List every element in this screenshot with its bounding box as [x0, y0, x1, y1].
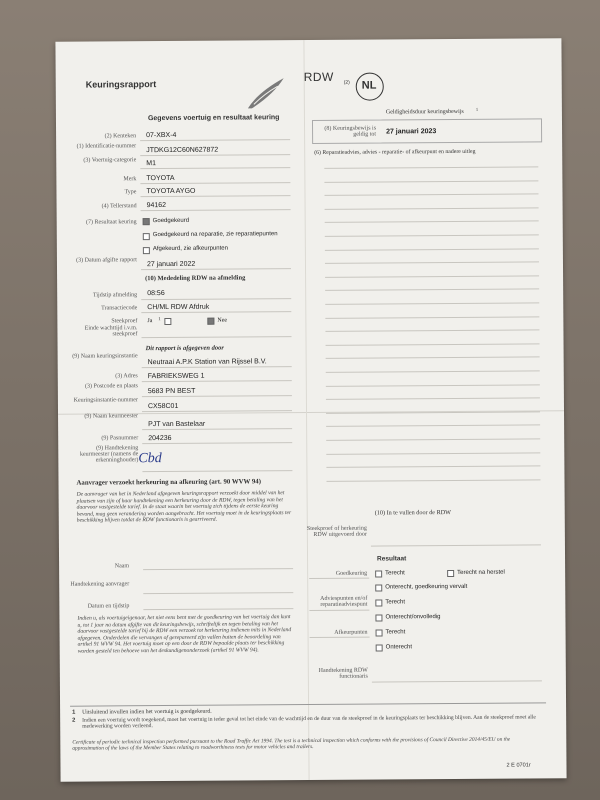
validity-heading: Geldigheidsduur keuringsbewijs — [385, 108, 464, 116]
reparatie-line — [326, 384, 540, 386]
keurmeester-label: (9) Naam keurmeester — [84, 413, 139, 420]
afkeur-onterecht: Onterecht — [385, 644, 413, 651]
tellerstand-value: 94162 — [146, 202, 167, 210]
herkeuring-paragraph: Indien u, als voertuigeigenaar, het niet eens bent met de goedkeuring van het voertuig dan kunt u, tot 1 jaar na datum afgifte van dit keuringsbewijs, schriftelijk en tegen betaling van het daarvoor vastgestelde tarief bij de RDW een verzoek tot herkeuring indienen mits in Nederland afgegeven. Onderdelen die vervangen of gerepareerd zijn vallen buiten de beoordeling van artikel 91 WVW 94. Het voertuig moet op een door de RDW bepaalde plaats ter beschikking worden gesteld ten behoeve van het deskundigenonderzoek (artikel 91 WVW 94). — [77, 614, 292, 655]
section-title: Gegevens voertuig en resultaat keuring — [147, 114, 280, 123]
datum-label: (3) Datum afgifte rapport — [76, 257, 137, 264]
afkeur-onterecht-checkbox[interactable] — [376, 645, 383, 652]
adres-label: (3) Adres — [115, 373, 138, 380]
afkeur-terecht-checkbox[interactable] — [376, 630, 383, 637]
reparatie-line — [325, 275, 539, 277]
goedkeuring-terecht: Terecht — [385, 570, 405, 577]
reparatie-line — [324, 180, 538, 182]
reparatie-line — [326, 479, 540, 481]
postcode-label: (3) Postcode en plaats — [84, 383, 138, 390]
transactie-value: CH/ML RDW Afdruk — [147, 303, 210, 312]
goedkeuring-terecht-checkbox[interactable] — [375, 571, 382, 578]
rdw-handtekening-label: Handtekening RDW functionaris — [318, 667, 368, 680]
reparatie-line — [325, 248, 539, 250]
rdw-steekproef-label: Steekproef of herkeuring RDW uitgevoerd door — [306, 525, 367, 538]
certificate-text: Certificate of periodic technical inspection performed pursuant to the Road Traffic Act 1994. The test is a technical inspection which conforms with the provisions of Council Directive 2014/45/EU on the approximation of the laws of the Member States relating to roadworthiness tests for motor vehicles and trailers. — [72, 736, 511, 753]
inspection-report-document — [55, 38, 566, 782]
rdw-afkeurpunten-label: Afkeurpunten — [334, 629, 368, 636]
melding-title: (10) Mededeling RDW na afmelding — [145, 274, 246, 283]
keurmeester-value: PJT van Bastelaar — [148, 420, 206, 429]
goedgekeurd-checkbox[interactable] — [143, 218, 150, 225]
reparatie-line — [325, 289, 539, 291]
steekproef-label: Steekproef — [111, 318, 138, 325]
kenteken-label: (2) Kenteken — [104, 133, 137, 140]
advies-onterecht-checkbox[interactable] — [375, 615, 382, 622]
reparatie-line — [326, 438, 540, 440]
aanvrager-paragraph: De aanvrager van het in Nederland afgegeven keuringsrapport verzoekt door middel van het plaatsen van zijn of haar handtekening een herkeuring door de RDW, tegen betaling van het daarvoor vastgestelde tarief. In de staat waarin het voertuig zich tijdens de eerste keuring bevond, mag geen verandering worden aangebracht. Het voertuig moet in de keuringsplaats ter beschikking blijven totdat de RDW functionaris is gearriveerd. — [76, 490, 292, 525]
reparatie-line — [325, 330, 539, 332]
tellerstand-label: (4) Tellerstand — [101, 203, 137, 210]
steekproef-nee: Nee — [217, 317, 228, 324]
goedgekeurd-option: Goedgekeurd — [152, 217, 190, 225]
reparatie-line — [325, 302, 539, 304]
merk-label: Merk — [123, 176, 137, 183]
steekproef-nee-checkbox[interactable] — [207, 318, 214, 325]
rdw-resultaat-heading: Resultaat — [377, 555, 407, 563]
keuringsinstantie-label: (9) Naam keuringsinstantie — [72, 353, 138, 360]
instantienummer-label: Keuringsinstantie-nummer — [73, 397, 138, 404]
keuringsbewijs-label: (8) Keuringsbewijs is geldig tot — [324, 125, 377, 138]
type-label: Type — [124, 189, 137, 196]
nl-country-badge: NL — [356, 72, 384, 100]
aanvrager-title: Aanvrager verzoekt herkeuring na afkeuring (art. 90 WVW 94) — [76, 478, 261, 487]
categorie-label: (3) Voertuig-categorie — [83, 157, 137, 164]
document-title: Keuringsrapport — [85, 79, 157, 90]
reparatie-line — [324, 166, 538, 168]
footnote-1-number: 1 — [72, 709, 76, 716]
postcode-value: 5683 PN BEST — [147, 387, 196, 396]
instantienummer-value: CX58C01 — [147, 402, 179, 411]
afgegeven-title: Dit rapport is afgegeven door — [145, 344, 224, 353]
rdw-wordmark: RDW — [303, 69, 334, 85]
goedgekeurd-na-reparatie-checkbox[interactable] — [143, 233, 150, 240]
rdw-advies-label: Adviespunten en/of reparatieadviespunt — [320, 595, 368, 608]
rdw-goedkeuring-label: Goedkeuring — [335, 570, 368, 577]
einde-wachttijd-label: Einde wachttijd i.v.m. steekproef — [84, 325, 138, 338]
steekproef-ja-checkbox[interactable] — [164, 318, 171, 325]
reparatie-line — [325, 234, 539, 236]
reparatie-line — [326, 343, 540, 345]
keurmeester-signature: Cbd — [138, 451, 162, 467]
merk-value: TOYOTA — [146, 174, 175, 183]
tijdstip-value: 08:56 — [147, 290, 165, 298]
pasnummer-label: (9) Pasnummer — [101, 435, 139, 442]
keuringsinstantie-value: Neutraai A.P.K Station van Rijssel B.V. — [147, 358, 267, 367]
categorie-value: M1 — [146, 160, 157, 168]
footnote-2-number: 2 — [72, 717, 76, 724]
reparatie-line — [326, 452, 540, 454]
reparatie-line — [325, 207, 539, 209]
validity-superscript: 1 — [475, 106, 479, 112]
afkeur-terecht: Terecht — [385, 629, 406, 636]
goedkeuring-terecht-herstel: Terecht na herstel — [457, 569, 505, 576]
reparatie-line — [326, 411, 540, 413]
form-code: 2 E 0701r — [506, 762, 531, 769]
identificatie-label: (1) Identificatie-nummer — [76, 143, 137, 150]
datum-tijdstip-label: Datum en tijdstip — [87, 603, 130, 610]
reparatie-line — [325, 262, 539, 264]
rdw-superscript: (2) — [343, 79, 350, 86]
keuringsbewijs-value: 27 januari 2023 — [386, 128, 437, 136]
kenteken-value: 07-XBX-4 — [146, 131, 177, 140]
afgekeurd-option: Afgekeurd, zie afkeurpunten — [152, 245, 228, 253]
advies-terecht: Terecht — [385, 599, 406, 606]
reparatie-line — [326, 398, 540, 400]
goedgekeurd-na-reparatie-option: Goedgekeurd na reparatie, zie reparatiepunten — [152, 231, 278, 239]
steekproef-ja: Ja — [147, 318, 153, 325]
rdw-invullen-label: (10) In te vullen door de RDW — [374, 509, 452, 517]
transactie-label: Transactiecode — [101, 305, 138, 312]
reparatie-line — [324, 194, 538, 196]
goedkeuring-onterecht-checkbox[interactable] — [375, 585, 382, 592]
identificatie-value: JTDKG12C60N627872 — [146, 146, 219, 155]
resultaat-label: (7) Resultaat keuring — [86, 219, 137, 226]
reparaties-lines — [55, 38, 561, 42]
reparatie-line — [325, 316, 539, 318]
steekproef-ja-superscript: 1 — [158, 316, 161, 322]
goedkeuring-onterecht-vervalt: Onterecht, goedkeuring vervalt — [385, 583, 468, 591]
reparatie-line — [326, 357, 540, 359]
naam-label: Naam — [114, 563, 130, 570]
type-value: TOYOTA AYGO — [146, 187, 196, 196]
advies-onterecht-onvolledig: Onterecht/onvolledig — [385, 614, 441, 621]
reparatie-line — [325, 221, 539, 223]
handtekening-aanvrager-label: Handtekening aanvrager — [70, 581, 130, 588]
afgekeurd-checkbox[interactable] — [143, 247, 150, 254]
reparatie-line — [326, 425, 540, 427]
goedkeuring-terecht-herstel-checkbox[interactable] — [447, 570, 454, 577]
reparatie-line — [326, 370, 540, 372]
handtekening-keurmeester-label: (9) Handtekening keurmeester (namens de erkenninghouder) — [79, 445, 139, 464]
footnote-2-text: Indien een voertuig wordt toegekend, moet het voertuig in ieder geval tot het einde van de wachttijd en de duur van de steekproef in de keuringsplaats ter beschikking blijven. Aan de steekproef moet alle medewerking worden verleend. — [82, 714, 536, 731]
adres-value: FABRIEKSWEG 1 — [147, 372, 205, 381]
datum-value: 27 januari 2022 — [146, 260, 196, 269]
reparaties-label: (6) Reparatieadvies, advies - reparatie- of afkeurpunt en nadere uitleg — [314, 148, 476, 156]
reparatie-line — [326, 466, 540, 468]
footnote-1-text: Uitsluitend invullen indien het voertuig is goedgekeurd. — [82, 708, 212, 716]
tijdstip-label: Tijdstip afmelding — [92, 292, 138, 299]
pasnummer-value: 204236 — [148, 434, 172, 443]
rdw-logo-icon — [244, 74, 290, 112]
advies-terecht-checkbox[interactable] — [375, 600, 382, 607]
